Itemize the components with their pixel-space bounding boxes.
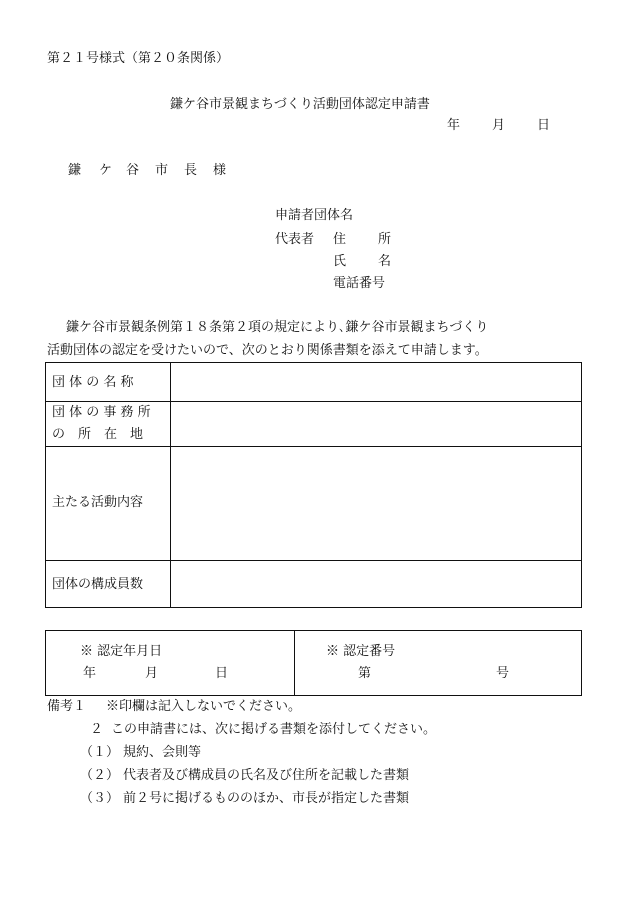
phone-label: 電話番号 xyxy=(333,276,386,291)
addressee-char: ケ xyxy=(99,163,113,178)
applicant-org-name-label: 申請者団体名 xyxy=(275,208,354,223)
date-day-label: 日 xyxy=(537,118,551,133)
note-item-number: （３） xyxy=(80,791,120,806)
date-month-label: 月 xyxy=(492,118,506,133)
cert-date-label: ※ 認定年月日 xyxy=(80,644,163,659)
addressee-char: 谷 xyxy=(126,163,140,178)
cert-date-month: 月 xyxy=(145,666,159,681)
office-location-label-line-2: の 所 在 地 xyxy=(52,427,144,442)
address-label-char: 住 xyxy=(333,232,347,247)
cert-number-suffix: 号 xyxy=(496,666,510,681)
main-activities-field[interactable] xyxy=(171,447,581,560)
document-title: 鎌ケ谷市景観まちづくり活動団体認定申請書 xyxy=(170,97,430,112)
org-name-field[interactable] xyxy=(171,363,581,401)
cert-number-prefix: 第 xyxy=(358,666,372,681)
note-2: この申請書には、次に掲げる書類を添付してください。 xyxy=(111,722,437,737)
member-count-label: 団体の構成員数 xyxy=(52,577,144,592)
name-label-char: 名 xyxy=(378,254,392,269)
address-label-char: 所 xyxy=(378,232,392,247)
name-label-char: 氏 xyxy=(333,254,347,269)
addressee-char: 様 xyxy=(213,163,227,178)
cert-number-label: ※ 認定番号 xyxy=(326,644,396,659)
addressee-char: 市 xyxy=(155,163,169,178)
body-text-line-1: 鎌ケ谷市景観条例第１８条第２項の規定により､鎌ケ谷市景観まちづくり xyxy=(66,320,489,335)
cert-date-year: 年 xyxy=(83,666,97,681)
note-2-number: ２ xyxy=(90,722,104,737)
form-number: 第２１号様式（第２０条関係） xyxy=(47,51,230,66)
note-item-text: 代表者及び構成員の氏名及び住所を記載した書類 xyxy=(123,768,410,783)
member-count-field[interactable] xyxy=(171,561,581,607)
cert-date-day: 日 xyxy=(215,666,229,681)
note-item-number: （２） xyxy=(80,768,120,783)
note-item-text: 前２号に掲げるもののほか、市長が指定した書類 xyxy=(123,791,410,806)
office-location-field[interactable] xyxy=(171,402,581,446)
org-name-label: 団 体 の 名 称 xyxy=(52,375,134,390)
main-activities-label: 主たる活動内容 xyxy=(52,495,144,510)
office-location-label-line-1: 団 体 の 事 務 所 xyxy=(52,405,151,420)
body-text-line-2: 活動団体の認定を受けたいので、次のとおり関係書類を添えて申請します。 xyxy=(47,343,488,358)
date-year-label: 年 xyxy=(447,118,461,133)
representative-label: 代表者 xyxy=(275,232,315,247)
note-item-number: （１） xyxy=(80,745,120,760)
addressee-char: 鎌 xyxy=(68,163,82,178)
addressee-char: 長 xyxy=(184,163,198,178)
note-item-text: 規約、会則等 xyxy=(123,745,202,760)
note-1: ※印欄は記入しないでください。 xyxy=(106,699,302,714)
notes-prefix: 備考１ xyxy=(47,699,87,714)
